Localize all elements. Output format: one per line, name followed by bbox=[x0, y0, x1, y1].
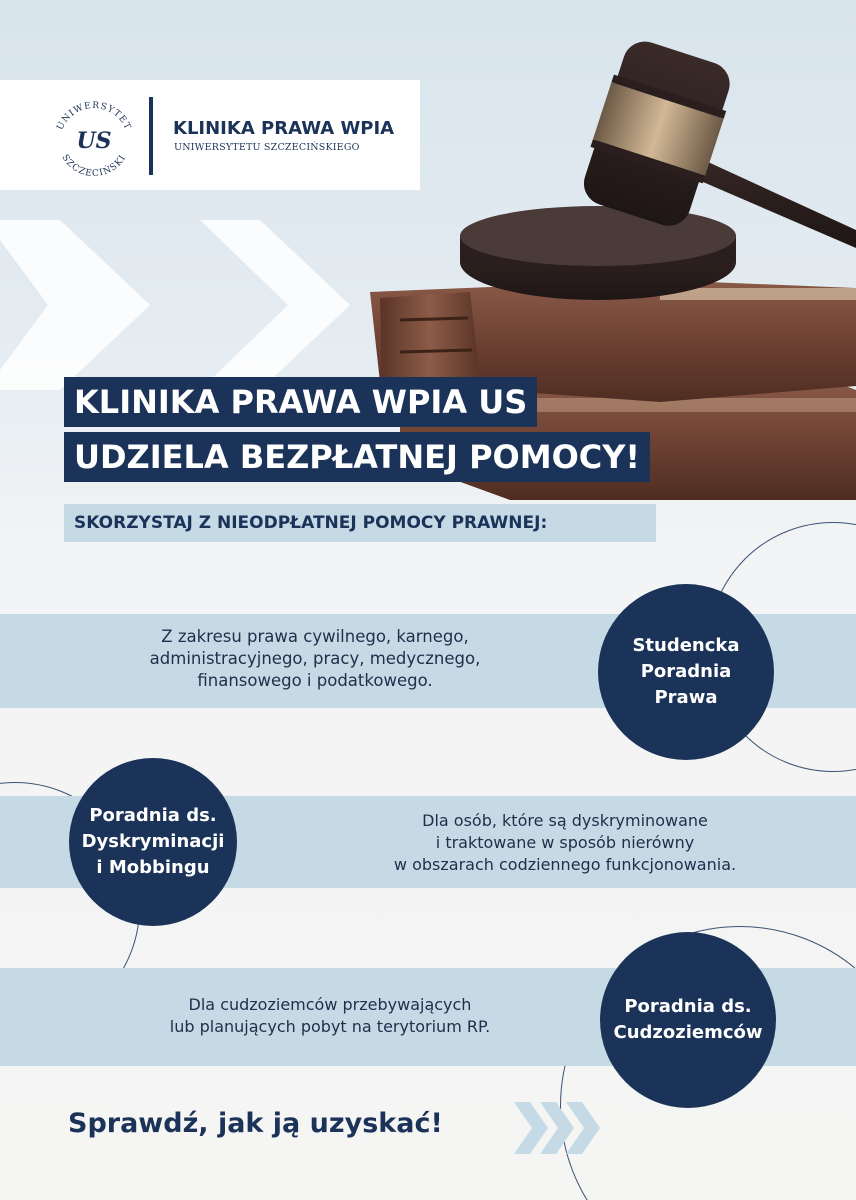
service-circle-studencka-poradnia bbox=[598, 584, 774, 760]
description-line: lub planujących pobyt na terytorium RP. bbox=[169, 1017, 491, 1036]
seal-top-text: UNIWERSYTET bbox=[55, 100, 133, 132]
triple-chevron-right-icon bbox=[514, 1102, 600, 1154]
circle-line: Poradnia ds. bbox=[624, 996, 752, 1017]
service-description bbox=[330, 810, 800, 876]
description-line: administracyjnego, pracy, medycznego, bbox=[149, 649, 481, 668]
circle-line: Poradnia bbox=[640, 661, 732, 682]
description-line: Dla cudzoziemców przebywających bbox=[188, 995, 472, 1014]
logo-subtitle: UNIWERSYTETU SZCZECIŃSKIEGO bbox=[174, 142, 360, 153]
service-circle-cudzoziemcy bbox=[600, 932, 776, 1108]
service-description bbox=[80, 994, 580, 1038]
subheading: SKORZYSTAJ Z NIEODPŁATNEJ POMOCY PRAWNEJ: bbox=[64, 504, 656, 542]
circle-line: Poradnia ds. bbox=[89, 805, 217, 826]
gavel-books-illustration bbox=[360, 30, 856, 500]
circle-line: Cudzoziemców bbox=[613, 1022, 763, 1043]
call-to-action: Sprawdź, jak ją uzyskać! bbox=[68, 1108, 443, 1139]
circle-line: Prawa bbox=[654, 687, 718, 708]
service-description bbox=[80, 626, 550, 692]
logo-title: KLINIKA PRAWA WPIA bbox=[173, 118, 395, 139]
university-seal-icon bbox=[50, 96, 138, 176]
description-line: w obszarach codziennego funkcjonowania. bbox=[393, 855, 737, 874]
service-circle-dyskryminacja bbox=[69, 758, 237, 926]
circle-line: Studencka bbox=[632, 635, 740, 656]
description-line: Z zakresu prawa cywilnego, karnego, bbox=[161, 627, 469, 646]
svg-text:SZCZECIŃSKI bbox=[60, 153, 129, 176]
description-line: i traktowane w sposób nierówny bbox=[435, 833, 695, 852]
circle-line: Dyskryminacji bbox=[81, 831, 225, 852]
description-line: finansowego i podatkowego. bbox=[197, 671, 433, 690]
seal-bottom-text: SZCZECIŃSKI bbox=[59, 153, 129, 176]
seal-monogram: US bbox=[76, 128, 112, 154]
double-chevron-right-icon bbox=[0, 220, 380, 390]
logo-divider bbox=[149, 97, 153, 175]
description-line: Dla osób, które są dyskryminowane bbox=[422, 811, 708, 830]
circle-line: i Mobbingu bbox=[96, 857, 210, 878]
headline-line-2: UDZIELA BEZPŁATNEJ POMOCY! bbox=[64, 432, 650, 482]
logo-band bbox=[0, 80, 420, 190]
headline-line-1: KLINIKA PRAWA WPIA US bbox=[64, 377, 537, 427]
